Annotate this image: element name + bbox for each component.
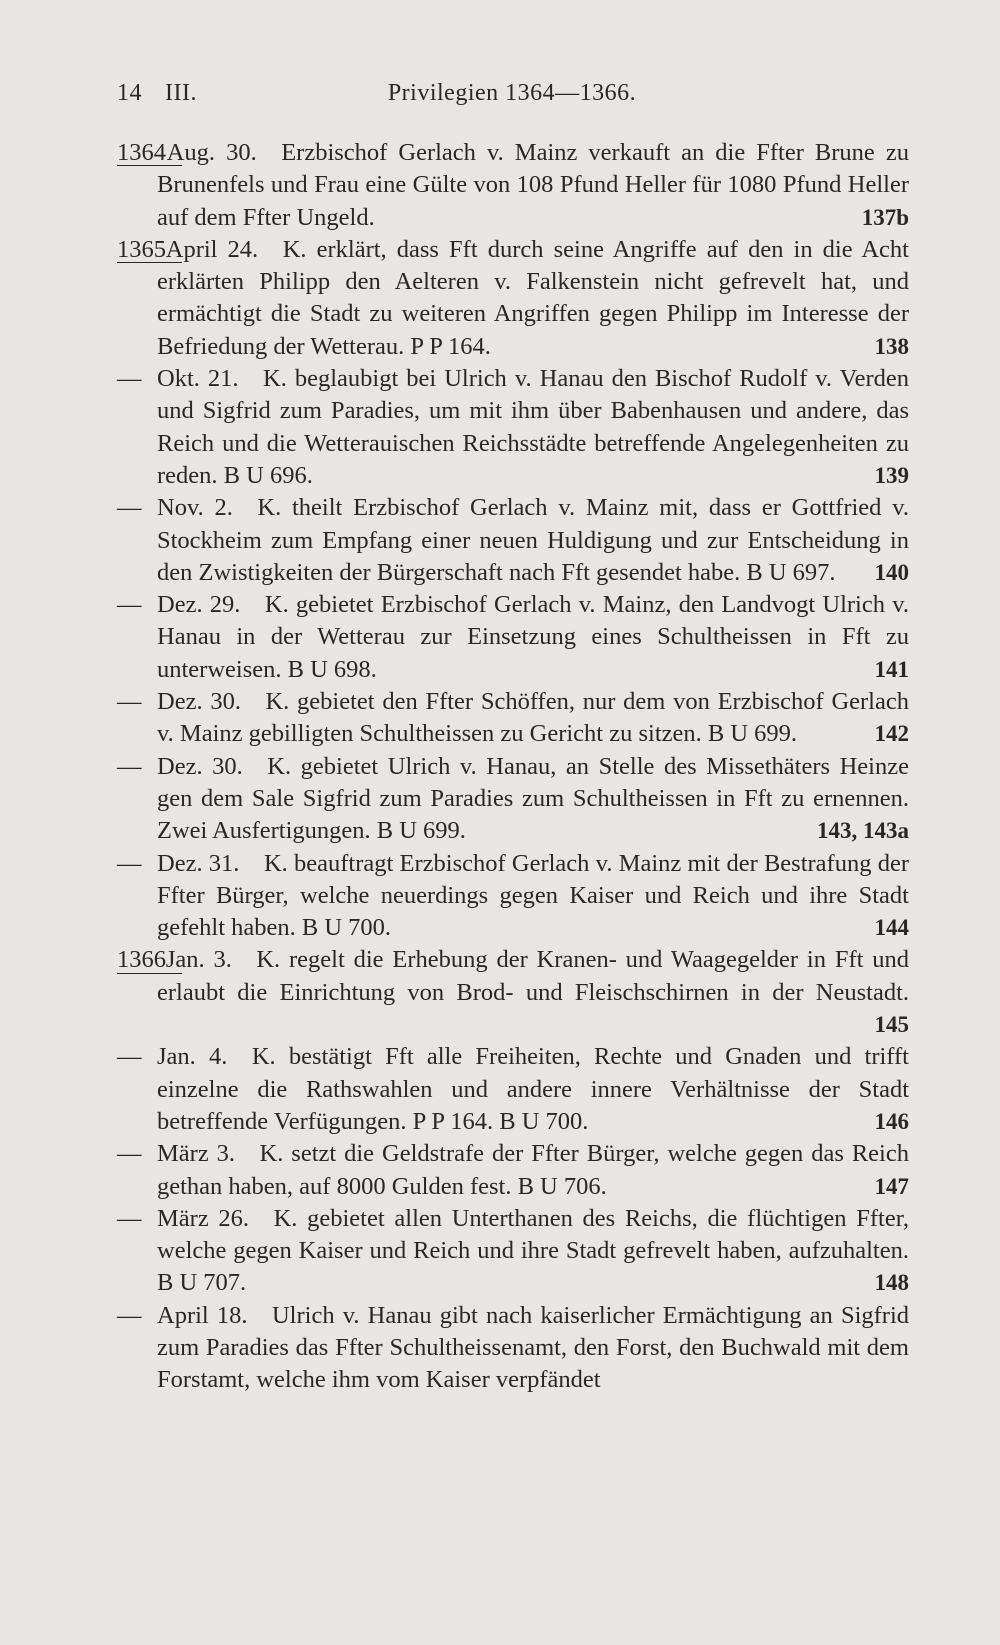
entry-year-dash: —	[117, 849, 142, 877]
regest-entry	[117, 137, 909, 234]
regest-entry	[117, 1138, 909, 1203]
entry-date: Dez. 31.	[157, 849, 240, 877]
entry-text: K. beglaubigt bei Ulrich v. Hanau den Bischof Rudolf v. Verden und Sigfrid zum Paradies, um mit ihm über Babenhausen und andere, das Reich und die Wetterauischen Reichsstädte betreffende Angelegenheiten zu reden. B U 696.	[157, 365, 910, 489]
regest-entry	[117, 492, 909, 589]
entry-year-dash: —	[117, 591, 142, 619]
entry-year: 1366	[117, 944, 157, 976]
entry-date: Dez. 30.	[157, 688, 241, 716]
regest-entry	[117, 848, 909, 945]
entry-text: K. setzt die Geldstrafe der Ffter Bürger, welche gegen das Reich gethan haben, auf 8000 Gulden fest. B U 706.	[157, 1140, 909, 1200]
entry-text: Ulrich v. Hanau gibt nach kaiserlicher Ermächtigung an Sigfrid zum Paradies das Ffter Schultheissenamt, den Forst, den Buchwald mit dem Forstamt, welche ihm vom Kaiser verpfändet	[157, 1301, 910, 1394]
entry-year-dash: —	[117, 494, 142, 522]
entry-text: K. gebietet Erzbischof Gerlach v. Mainz, den Landvogt Ulrich v. Hanau in der Wetterau zur Einsetzung eines Schultheissen in Fft zu unterweisen. B U 698.	[157, 591, 909, 683]
entry-number: 140	[874, 559, 909, 585]
entry-date: Jan. 3.	[165, 946, 232, 974]
entry-text: K. gebietet allen Unterthanen des Reichs, die flüchtigen Ffter, welche gegen Kaiser und Reich und ihre Stadt gefrevelt haben, aufzuhalten. B U 707.	[157, 1204, 909, 1297]
running-header	[117, 80, 907, 120]
regest-entry	[117, 1041, 909, 1138]
entry-text: K. gebietet Ulrich v. Hanau, an Stelle des Missethäters Heinze gen dem Sale Sigfrid zum Paradies zum Schultheissen in Fft zu ernennen. Zwei Ausfertigungen. B U 699.	[157, 752, 909, 845]
entry-year-dash: —	[117, 752, 142, 780]
regest-entry	[117, 1203, 909, 1300]
page-number: 14	[117, 80, 142, 106]
entry-year-dash: —	[117, 688, 142, 716]
regest-entry	[117, 944, 909, 1041]
regesta-list	[117, 137, 909, 1397]
entry-year: 1364	[117, 137, 157, 169]
entry-date: Dez. 29.	[157, 591, 241, 619]
entry-number: 146	[874, 1108, 909, 1134]
entry-date: Aug. 30.	[166, 139, 257, 166]
entry-date: Jan. 4.	[157, 1043, 228, 1071]
entry-date: April 18.	[157, 1301, 248, 1329]
entry-text: K. beauftragt Erzbischof Gerlach v. Mainz mit der Bestrafung der Ffter Bürger, welche neuerdings gegen Kaiser und Reich und ihre Stadt gefehlt haben. B U 700.	[157, 849, 909, 942]
entry-date: Okt. 21.	[157, 365, 239, 393]
entry-year-dash: —	[117, 1043, 142, 1071]
entry-date: Nov. 2.	[157, 494, 233, 522]
entry-number: 145	[874, 1012, 909, 1038]
entry-text: K. theilt Erzbischof Gerlach v. Mainz mit, dass er Gottfried v. Stockheim zum Empfang einer neuen Huldigung und zur Entscheidung in den Zwistigkeiten der Bürgerschaft nach Fft gesendet habe. B U 697.	[157, 494, 909, 586]
regest-entry	[117, 686, 909, 751]
entry-text: Erzbischof Gerlach v. Mainz verkauft an die Ffter Brune zu Brunenfels und Frau eine Gülte von 108 Pfund Heller für 1080 Pfund Heller auf dem Ffter Ungeld.	[157, 139, 909, 231]
section-number: III.	[165, 80, 197, 106]
regest-entry	[117, 363, 909, 492]
entry-number: 148	[874, 1270, 909, 1296]
regest-entry	[117, 234, 909, 363]
entry-text: K. bestätigt Fft alle Freiheiten, Rechte und Gnaden und trifft einzelne die Rathswahlen und andere innere Verhältnisse der Stadt betreffende Verfügungen. P P 164. B U 700.	[157, 1043, 909, 1135]
entry-text: K. erklärt, dass Fft durch seine Angriffe auf den in die Acht erklärten Philipp den Aelteren v. Falkenstein nicht gefrevelt hat, und ermächtigt die Stadt zu weiteren Angriffen gegen Philipp im Interesse der Befriedung der Wetterau. P P 164.	[157, 235, 909, 360]
entry-number: 142	[874, 721, 909, 747]
entry-number: 138	[874, 333, 909, 359]
entry-date: April 24.	[165, 235, 259, 263]
entry-date: März 3.	[157, 1140, 236, 1168]
entry-year-dash: —	[117, 1204, 142, 1232]
page-title: Privilegien 1364—1366.	[387, 80, 637, 106]
entry-number: 147	[874, 1173, 909, 1199]
entry-year-dash: —	[117, 1140, 142, 1168]
entry-year: 1365	[117, 234, 157, 266]
regest-entry	[117, 589, 909, 686]
regest-entry	[117, 751, 909, 848]
entry-number: 139	[874, 462, 909, 488]
entry-date: März 26.	[157, 1204, 250, 1232]
regest-entry	[117, 1300, 909, 1397]
entry-number: 143, 143a	[817, 818, 909, 844]
entry-year-dash: —	[117, 1301, 142, 1329]
entry-number: 144	[874, 915, 909, 941]
entry-text: K. regelt die Erhebung der Kranen- und Waagegelder in Fft und erlaubt die Einrichtung von Brod- und Fleischschirnen in der Neustadt.	[157, 946, 909, 1006]
entry-number: 141	[874, 656, 909, 682]
entry-number: 137b	[861, 204, 909, 230]
entry-text: K. gebietet den Ffter Schöffen, nur dem von Erzbischof Gerlach v. Mainz gebilligten Schultheissen zu Gericht zu sitzen. B U 699.	[157, 688, 909, 748]
entry-year-dash: —	[117, 365, 142, 393]
entry-date: Dez. 30.	[157, 752, 243, 780]
